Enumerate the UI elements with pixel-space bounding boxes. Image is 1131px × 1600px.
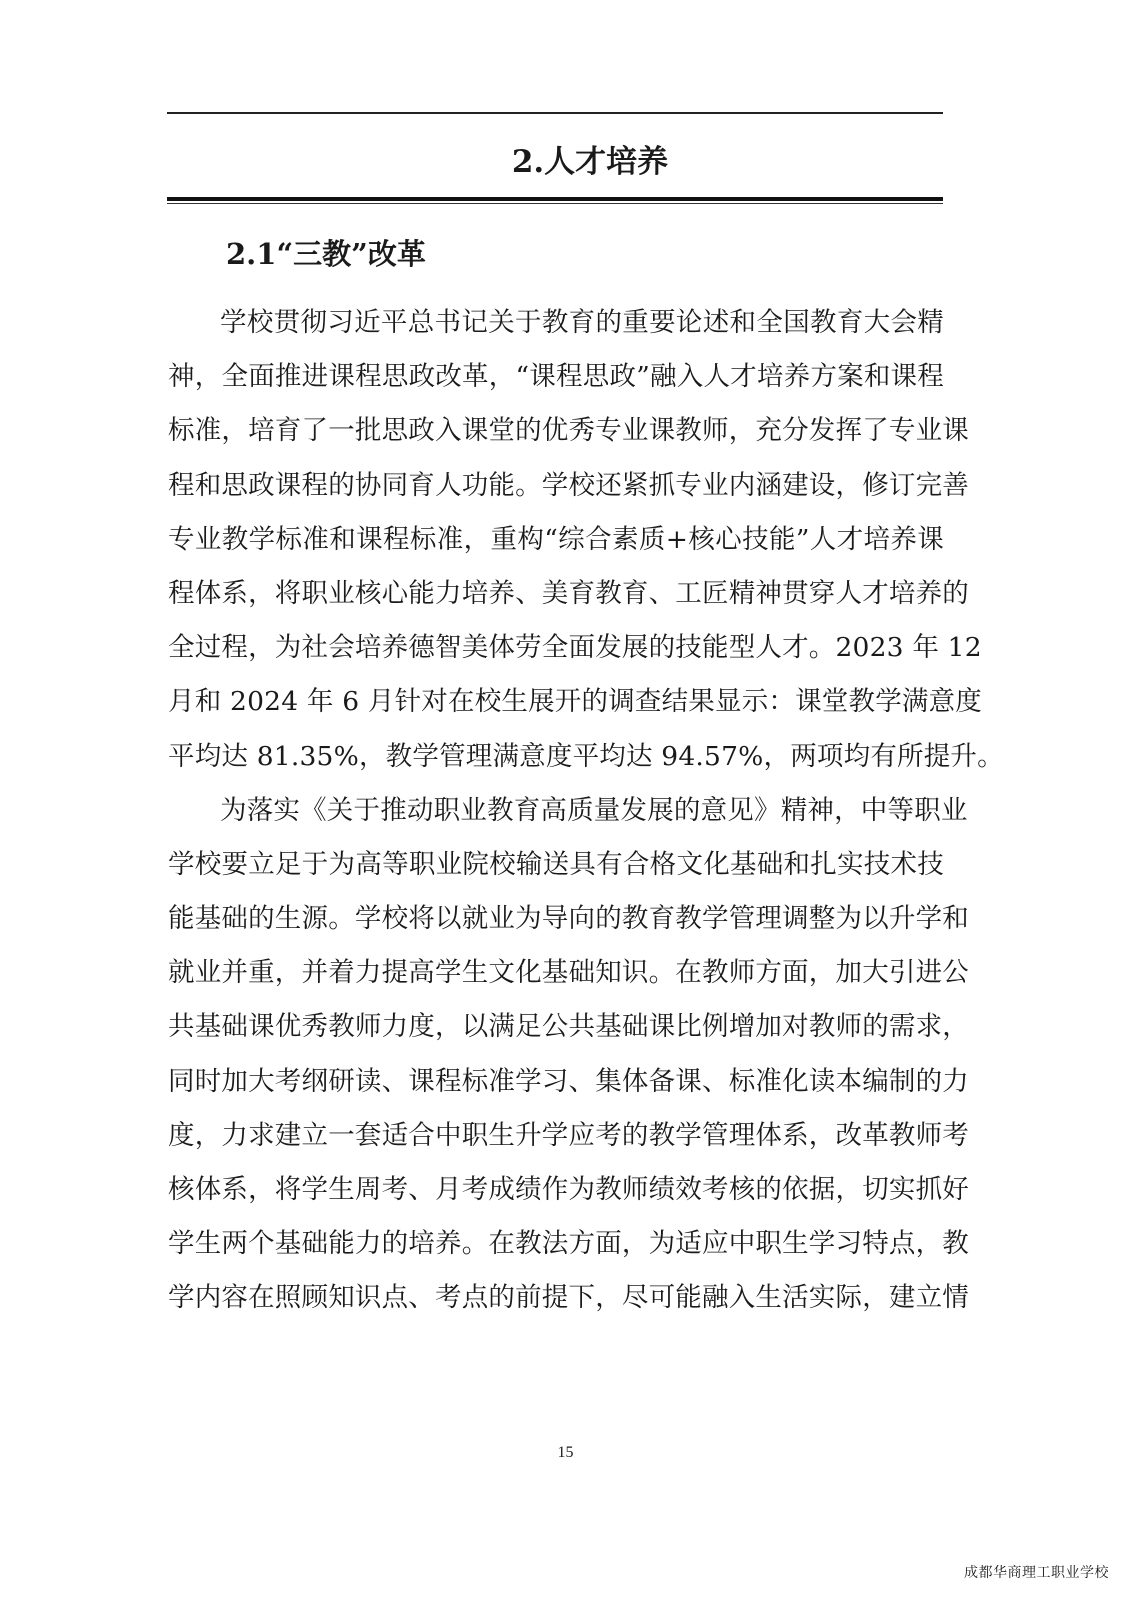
text-line: 全过程，为社会培养德智美体劳全面发展的技能型人才。2023 年 12 <box>168 632 982 664</box>
text-line: 能基础的生源。学校将以就业为导向的教育教学管理调整为以升学和 <box>168 903 969 935</box>
text-line: 专业教学标准和课程标准，重构“综合素质+核心技能”人才培养课 <box>168 523 944 555</box>
text-line: 神，全面推进课程思政改革，“课程思政”融入人才培养方案和课程 <box>168 361 944 393</box>
paragraph-2 <box>168 784 969 1326</box>
text-line: 为落实《关于推动职业教育高质量发展的意见》精神，中等职业 <box>220 794 968 826</box>
text-line: 就业并重，并着力提高学生文化基础知识。在教师方面，加大引进公 <box>168 957 969 989</box>
text-line: 月和 2024 年 6 月针对在校生展开的调查结果显示：课堂教学满意度 <box>168 686 982 718</box>
text-line: 度，力求建立一套适合中职生升学应考的教学管理体系，改革教师考 <box>168 1119 969 1151</box>
text-line: 共基础课优秀教师力度，以满足公共基础课比例增加对教师的需求， <box>168 1011 969 1043</box>
footer-school-name: 成都华商理工职业学校 <box>964 1565 1109 1581</box>
header-rule-bottom-thin <box>167 203 943 204</box>
header-rule-top <box>167 112 943 114</box>
text-line: 标准，培育了一批思政入课堂的优秀专业课教师，充分发挥了专业课 <box>168 415 969 447</box>
text-line: 平均达 81.35%，教学管理满意度平均达 94.57%，两项均有所提升。 <box>168 740 1004 772</box>
text-line: 学内容在照顾知识点、考点的前提下，尽可能融入生活实际，建立情 <box>168 1282 969 1314</box>
text-line: 学校要立足于为高等职业院校输送具有合格文化基础和扎实技术技 <box>168 848 944 880</box>
text-line: 程体系，将职业核心能力培养、美育教育、工匠精神贯穿人才培养的 <box>168 577 969 609</box>
text-line: 程和思政课程的协同育人功能。学校还紧抓专业内涵建设，修订完善 <box>168 469 969 501</box>
paragraph-1 <box>168 296 1004 784</box>
header-rule-bottom-thick <box>167 197 943 201</box>
text-line: 同时加大考纲研读、课程标准学习、集体备课、标准化读本编制的力 <box>168 1065 969 1097</box>
text-line: 学生两个基础能力的培养。在教法方面，为适应中职生学习特点，教 <box>168 1228 969 1260</box>
page-number: 15 <box>557 1444 574 1461</box>
section-title: 2.1“三教”改革 <box>226 237 426 271</box>
text-line: 学校贯彻习近平总书记关于教育的重要论述和全国教育大会精 <box>220 307 944 338</box>
chapter-title: 2.人才培养 <box>511 144 669 180</box>
body-text <box>168 296 1004 1326</box>
text-line: 核体系，将学生周考、月考成绩作为教师绩效考核的依据，切实抓好 <box>168 1174 969 1205</box>
